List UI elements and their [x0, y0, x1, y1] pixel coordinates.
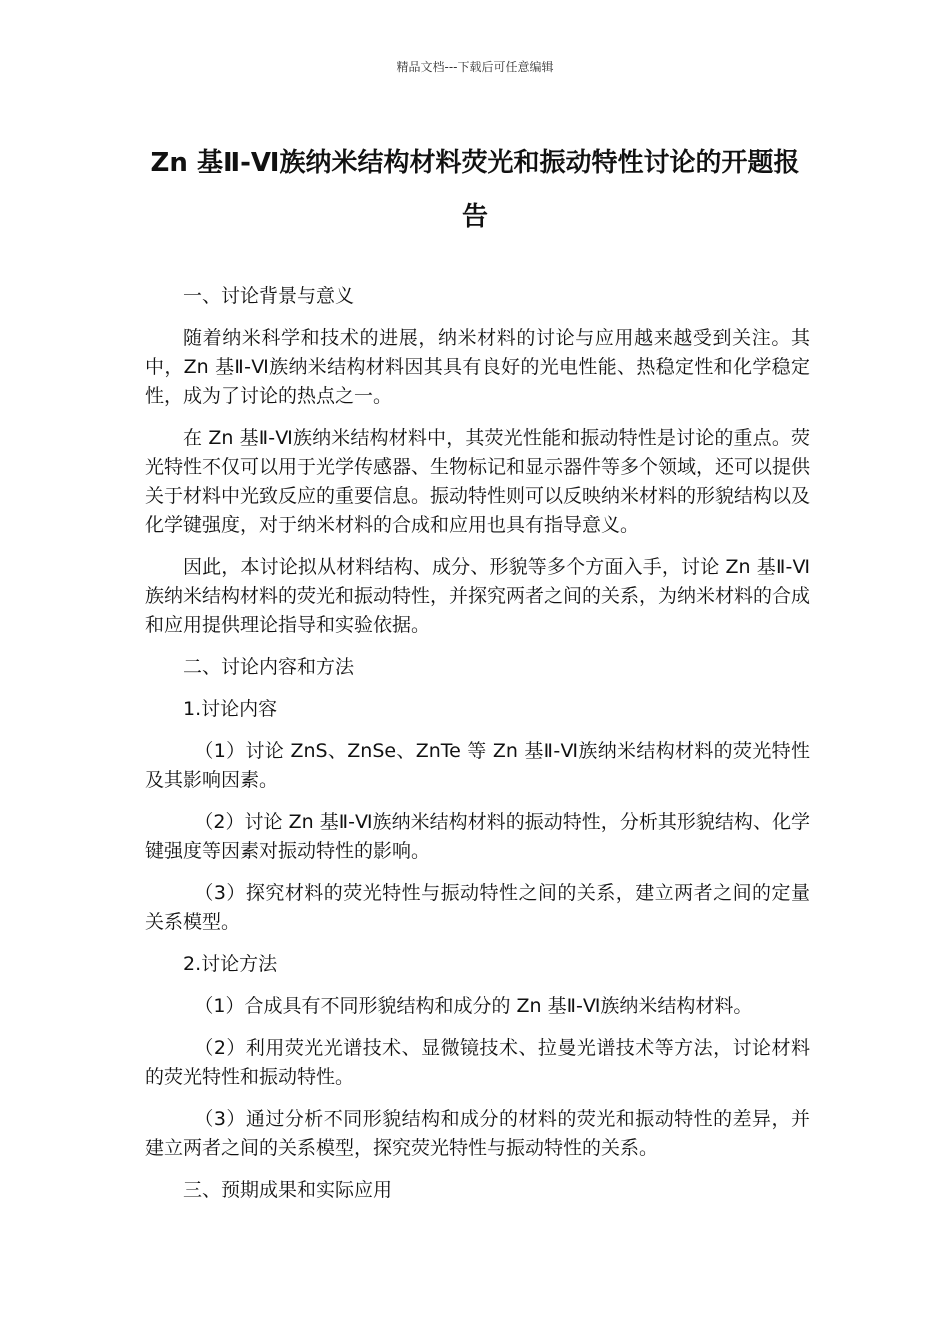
- list-item: （3）探究材料的荧光特性与振动特性之间的关系，建立两者之间的定量关系模型。: [145, 882, 810, 933]
- document-body: [145, 282, 810, 1218]
- list-item: （1）合成具有不同形貌结构和成分的 Zn 基Ⅱ-Ⅵ族纳米结构材料。: [194, 995, 753, 1017]
- paragraph: 随着纳米科学和技术的进展，纳米材料的讨论与应用越来越受到关注。其中，Zn 基Ⅱ-Ⅵ族纳米结构材料因其具有良好的光电性能、热稳定性和化学稳定性，成为了讨论的热点之一。: [145, 327, 810, 407]
- section-heading-content-methods: 二、讨论内容和方法: [183, 656, 355, 678]
- paragraph: 在 Zn 基Ⅱ-Ⅵ族纳米结构材料中，其荧光性能和振动特性是讨论的重点。荧光特性不仅可以用于光学传感器、生物标记和显示器件等多个领域，还可以提供关于材料中光致反应的重要信息。振动特性则可以反映纳米材料的形貌结构以及化学键强度，对于纳米材料的合成和应用也具有指导意义。: [145, 427, 811, 536]
- section-heading-outcomes: 三、预期成果和实际应用: [183, 1179, 393, 1201]
- list-item: （2）利用荧光光谱技术、显微镜技术、拉曼光谱技术等方法，讨论材料的荧光特性和振动特性。: [145, 1037, 810, 1088]
- document-title: Zn 基Ⅱ-Ⅵ族纳米结构材料荧光和振动特性讨论的开题报告: [150, 148, 800, 232]
- list-item: （2）讨论 Zn 基Ⅱ-Ⅵ族纳米结构材料的振动特性，分析其形貌结构、化学键强度等因素对振动特性的影响。: [145, 811, 810, 862]
- list-item: （3）通过分析不同形貌结构和成分的材料的荧光和振动特性的差异，并建立两者之间的关系模型，探究荧光特性与振动特性的关系。: [145, 1108, 810, 1159]
- subheading-methods: 2.讨论方法: [183, 953, 278, 975]
- page-header: 精品文档---下载后可任意编辑: [396, 60, 554, 74]
- section-heading-background: 一、讨论背景与意义: [183, 285, 355, 307]
- subheading-content: 1.讨论内容: [183, 698, 278, 720]
- paragraph: 因此，本讨论拟从材料结构、成分、形貌等多个方面入手，讨论 Zn 基Ⅱ-Ⅵ族纳米结构材料的荧光和振动特性，并探究两者之间的关系，为纳米材料的合成和应用提供理论指导和实验依据。: [145, 556, 811, 636]
- list-item: （1）讨论 ZnS、ZnSe、ZnTe 等 Zn 基Ⅱ-Ⅵ族纳米结构材料的荧光特性及其影响因素。: [145, 740, 810, 791]
